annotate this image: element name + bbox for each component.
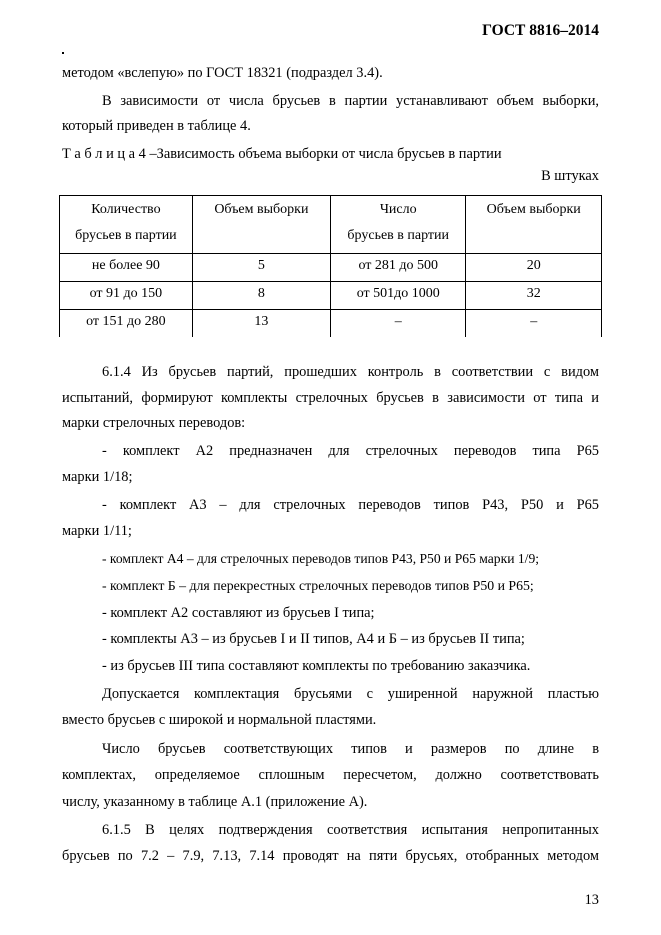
table-cell: 8	[192, 282, 330, 310]
text-line: брусьев по 7.2 – 7.9, 7.13, 7.14 проводят на пяти брусьях, отобранных методом	[62, 848, 599, 864]
list-item: - комплект Б – для перекрестных стрелочных переводов типов Р50 и Р65;	[102, 578, 534, 593]
list-item: - комплект А3 – для стрелочных переводов типов Р43, Р50 и Р65	[102, 497, 599, 513]
table-cell: –	[466, 310, 602, 338]
text-line: марки стрелочных переводов:	[62, 415, 246, 431]
table-row	[60, 282, 602, 310]
document-code: ГОСТ 8816–2014	[482, 22, 599, 39]
list-item: - комплект А2 предназначен для стрелочных переводов типа Р65	[102, 443, 599, 459]
table-header-cell: Объем выборки	[466, 196, 602, 254]
text-line: 6.1.4 Из брусьев партий, прошедших контроль в соответствии с видом	[102, 364, 599, 380]
text-line: методом «вслепую» по ГОСТ 18321 (подраздел 3.4).	[62, 65, 383, 81]
table-header-cell: Количество брусьев в партии	[60, 196, 193, 254]
table-row	[60, 310, 602, 338]
list-item: - комплект А4 – для стрелочных переводов типов Р43, Р50 и Р65 марки 1/9;	[102, 551, 540, 566]
text-line: вместо брусьев с широкой и нормальной пластями.	[62, 712, 377, 728]
table-caption	[62, 142, 599, 167]
text-line: который приведен в таблице 4.	[62, 118, 251, 134]
table-cell: от 91 до 150	[60, 282, 193, 310]
table-cell: от 501до 1000	[330, 282, 466, 310]
text-line: Допускается комплектация брусьями с уширенной наружной пластью	[102, 686, 599, 702]
table-cell: от 281 до 500	[330, 254, 466, 282]
table-cell: 5	[192, 254, 330, 282]
text-line: испытаний, формируют комплекты стрелочных брусьев в зависимости от типа и	[62, 390, 599, 406]
table-units: В штуках	[541, 168, 599, 184]
text-line: 6.1.5 В целях подтверждения соответствия испытания непропитанных	[102, 822, 599, 838]
text-line: числу, указанному в таблице А.1 (приложение А).	[62, 794, 368, 810]
table-row	[60, 254, 602, 282]
table-caption-text: 4 –Зависимость объема выборки от числа брусьев в партии	[135, 146, 502, 162]
text-line: Число брусьев соответствующих типов и размеров по длине в	[102, 741, 599, 757]
page-number: 13	[584, 892, 599, 908]
list-item: - комплекты А3 – из брусьев I и II типов, А4 и Б – из брусьев II типа;	[102, 631, 525, 647]
list-item: - из брусьев III типа составляют комплекты по требованию заказчика.	[102, 658, 531, 674]
text-line: В зависимости от числа брусьев в партии устанавливают объем выборки,	[102, 93, 599, 109]
table-cell: 20	[466, 254, 602, 282]
table-header-row	[60, 196, 602, 254]
sample-size-table	[59, 195, 602, 337]
list-item: - комплект А2 составляют из брусьев I типа;	[102, 605, 375, 621]
stray-mark	[62, 52, 64, 54]
table-cell: –	[330, 310, 466, 338]
text-line: марки 1/11;	[62, 523, 132, 539]
table-cell: не более 90	[60, 254, 193, 282]
text-line: комплектах, определяемое сплошным пересчетом, должно соответствовать	[62, 767, 599, 783]
table-header-cell: Объем выборки	[192, 196, 330, 254]
table-header-cell: Число брусьев в партии	[330, 196, 466, 254]
text-line: марки 1/18;	[62, 469, 133, 485]
table-cell: 32	[466, 282, 602, 310]
table-cell: от 151 до 280	[60, 310, 193, 338]
table-cell: 13	[192, 310, 330, 338]
table-caption-label: Т а б л и ц а	[62, 146, 136, 162]
